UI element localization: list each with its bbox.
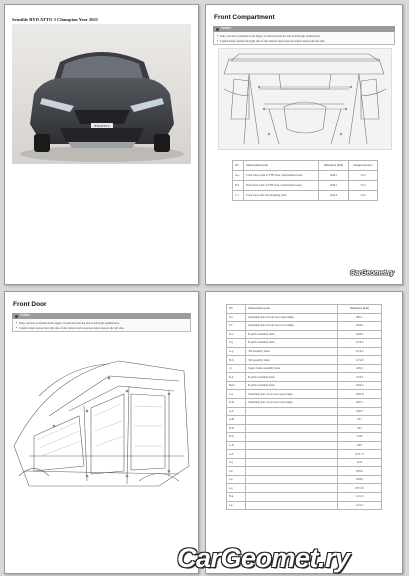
cell (246, 501, 338, 510)
cell: Mounting hole of rear door lower hinge (246, 399, 338, 408)
cell: J-j (227, 364, 246, 373)
page-title: Front Door (13, 301, 47, 308)
table-row (227, 373, 382, 382)
note-line: Only one size is marked in the figure, it indicates that the size is left-right symmetrical. (220, 34, 321, 38)
table-row (227, 381, 382, 390)
col-header: SN (227, 305, 246, 314)
cell: M-m (227, 381, 246, 390)
cell: 1156.3 (338, 373, 382, 382)
cover-page (4, 4, 199, 285)
table-row (227, 433, 382, 442)
notice-label: Notice (221, 26, 232, 31)
cell (246, 424, 338, 433)
col-header: Measurement point (246, 305, 338, 314)
cell: 845 (338, 424, 382, 433)
table-row (227, 484, 382, 493)
cell: Mounting hole of front door lower hinge (246, 322, 338, 331)
cell: 1071.77 (338, 450, 382, 459)
cell (246, 458, 338, 467)
table-row (227, 458, 382, 467)
cell: 1092.8 (338, 390, 382, 399)
front-door-page (4, 291, 199, 574)
cover-title: Sensible BYD ATTO 3 Champion Year 2021 (12, 17, 99, 22)
front-compartment-page (205, 4, 403, 285)
plate-text: BYD ATTO 3 (94, 125, 110, 128)
cell: C-c (233, 191, 244, 201)
table-row (227, 339, 382, 348)
table-row (227, 322, 382, 331)
cell (246, 493, 338, 502)
cell: B-b (233, 181, 244, 191)
cell: 1282.1 (338, 364, 382, 373)
table-row (227, 416, 382, 425)
cell: E-e (227, 313, 246, 322)
cell: B-D (227, 424, 246, 433)
cell (246, 416, 338, 425)
dimension-table (226, 304, 382, 510)
cell (246, 407, 338, 416)
cell: A-E (227, 407, 246, 416)
info-icon (216, 28, 219, 31)
cell: 1383.7 (338, 407, 382, 416)
cell: L-n (227, 390, 246, 399)
table-row (233, 171, 378, 181)
table-row (227, 347, 382, 356)
cell: 1366.7 (338, 330, 382, 339)
cell: G-g (227, 347, 246, 356)
cell: 1046.1 (319, 181, 349, 191)
dimension-table-page (205, 291, 403, 574)
cell: 895.1 (338, 313, 382, 322)
table-row (227, 356, 382, 365)
cell: 1264.9 (338, 381, 382, 390)
cell: ±2.0 (348, 171, 377, 181)
col-header: Dimension (mm) (319, 161, 349, 171)
col-header: Design tolerance (348, 161, 377, 171)
cell: 1008.1 (338, 475, 382, 484)
table-row (227, 364, 382, 373)
cell: 1174.8 (338, 356, 382, 365)
cell: a-g (227, 484, 246, 493)
table-row (227, 493, 382, 502)
cell: B-pillar assembly mark (246, 381, 338, 390)
table-row (227, 475, 382, 484)
cell: 839.8 (338, 467, 382, 476)
cell: 1046.1 (319, 171, 349, 181)
cell: C-D (227, 441, 246, 450)
cell: 2007 (338, 441, 382, 450)
cell: a-b (227, 475, 246, 484)
table-row (227, 399, 382, 408)
cell (246, 475, 338, 484)
table-row (227, 390, 382, 399)
cell: Sill assembly mark (246, 356, 338, 365)
cell (246, 441, 338, 450)
cell: Upper frame assembly mark (246, 364, 338, 373)
cell: 1212.2 (338, 501, 382, 510)
cell: 1230 (338, 433, 382, 442)
col-header: SN (233, 161, 244, 171)
cell: a-h (227, 467, 246, 476)
cell: N-m (227, 399, 246, 408)
table-row (233, 181, 378, 191)
table-row (227, 450, 382, 459)
info-icon (15, 315, 18, 318)
cell: F-f (227, 322, 246, 331)
table-row (227, 467, 382, 476)
note-line: Capital letters denote the right side of the vehicle and lowercase letters denote the left side. (220, 39, 325, 43)
cell: B-pillar assembly mark (246, 373, 338, 382)
cell: ±2.0 (348, 181, 377, 191)
cell: B-pillar assembly mark (246, 339, 338, 348)
watermark-small: CarGeomet.ry (350, 270, 394, 277)
cell: K-k (227, 373, 246, 382)
table-row (227, 407, 382, 416)
cell (246, 433, 338, 442)
measurement-table (232, 160, 378, 201)
cell: Front stack after the mounting point (244, 191, 319, 201)
col-header: Measurement point (244, 161, 319, 171)
cell: Mounting hole of rear door upper hinge (246, 390, 338, 399)
page-title: Front Compartment (214, 14, 275, 21)
note-line: Capital letters denote the right side of the vehicle and lowercase letters denote the left side. (19, 326, 124, 330)
table-header-row (233, 161, 378, 171)
table-row (233, 191, 378, 201)
table-header-row (227, 305, 382, 314)
notice-body (12, 319, 191, 332)
cell: a-k (227, 501, 246, 510)
front-door-diagram (9, 336, 194, 501)
cell: A-j (227, 458, 246, 467)
cell: 1211.4 (338, 493, 382, 502)
car-photo (12, 24, 191, 164)
notice-label: Notice (20, 313, 31, 318)
cell: 1278.9 (338, 339, 382, 348)
cell (246, 484, 338, 493)
cell: Mounting hole of front door upper hinge (246, 313, 338, 322)
notice-body (213, 32, 395, 45)
table-row (227, 424, 382, 433)
cell: Front fixed point of FTB front compartment beam (244, 171, 319, 181)
cell: ±2.0 (348, 191, 377, 201)
front-compartment-diagram (218, 48, 392, 150)
cell: 1242.4 (319, 191, 349, 201)
table-row (227, 330, 382, 339)
cell (246, 467, 338, 476)
cell: A-F (227, 450, 246, 459)
cell: B-k (227, 493, 246, 502)
cell: B-pillar assembly mark (246, 330, 338, 339)
col-header: Dimension (mm) (338, 305, 382, 314)
table-row (227, 501, 382, 510)
cell: H-h (227, 356, 246, 365)
cell: F-g (227, 339, 246, 348)
cell: A-H (227, 416, 246, 425)
cell: B-G (227, 433, 246, 442)
table-row (227, 313, 382, 322)
cell: D-e (227, 330, 246, 339)
note-line: Only one size is marked in the figure, it indicates that the size is left-right symmetrical. (19, 321, 120, 325)
cell: 1274.6 (338, 347, 382, 356)
watermark-logo: CarGeomet.ry (177, 543, 350, 573)
table-row (227, 441, 382, 450)
cell: A-a (233, 171, 244, 181)
cell: Rear fixed point of FTB front compartment beam (244, 181, 319, 191)
cell: 1087.1 (338, 399, 382, 408)
cell (246, 450, 338, 459)
cell: 1102 (338, 458, 382, 467)
cell: Sill assembly mark (246, 347, 338, 356)
cell: 1046.1 (338, 322, 382, 331)
cell: 837.56 (338, 484, 382, 493)
cell: 831 (338, 416, 382, 425)
